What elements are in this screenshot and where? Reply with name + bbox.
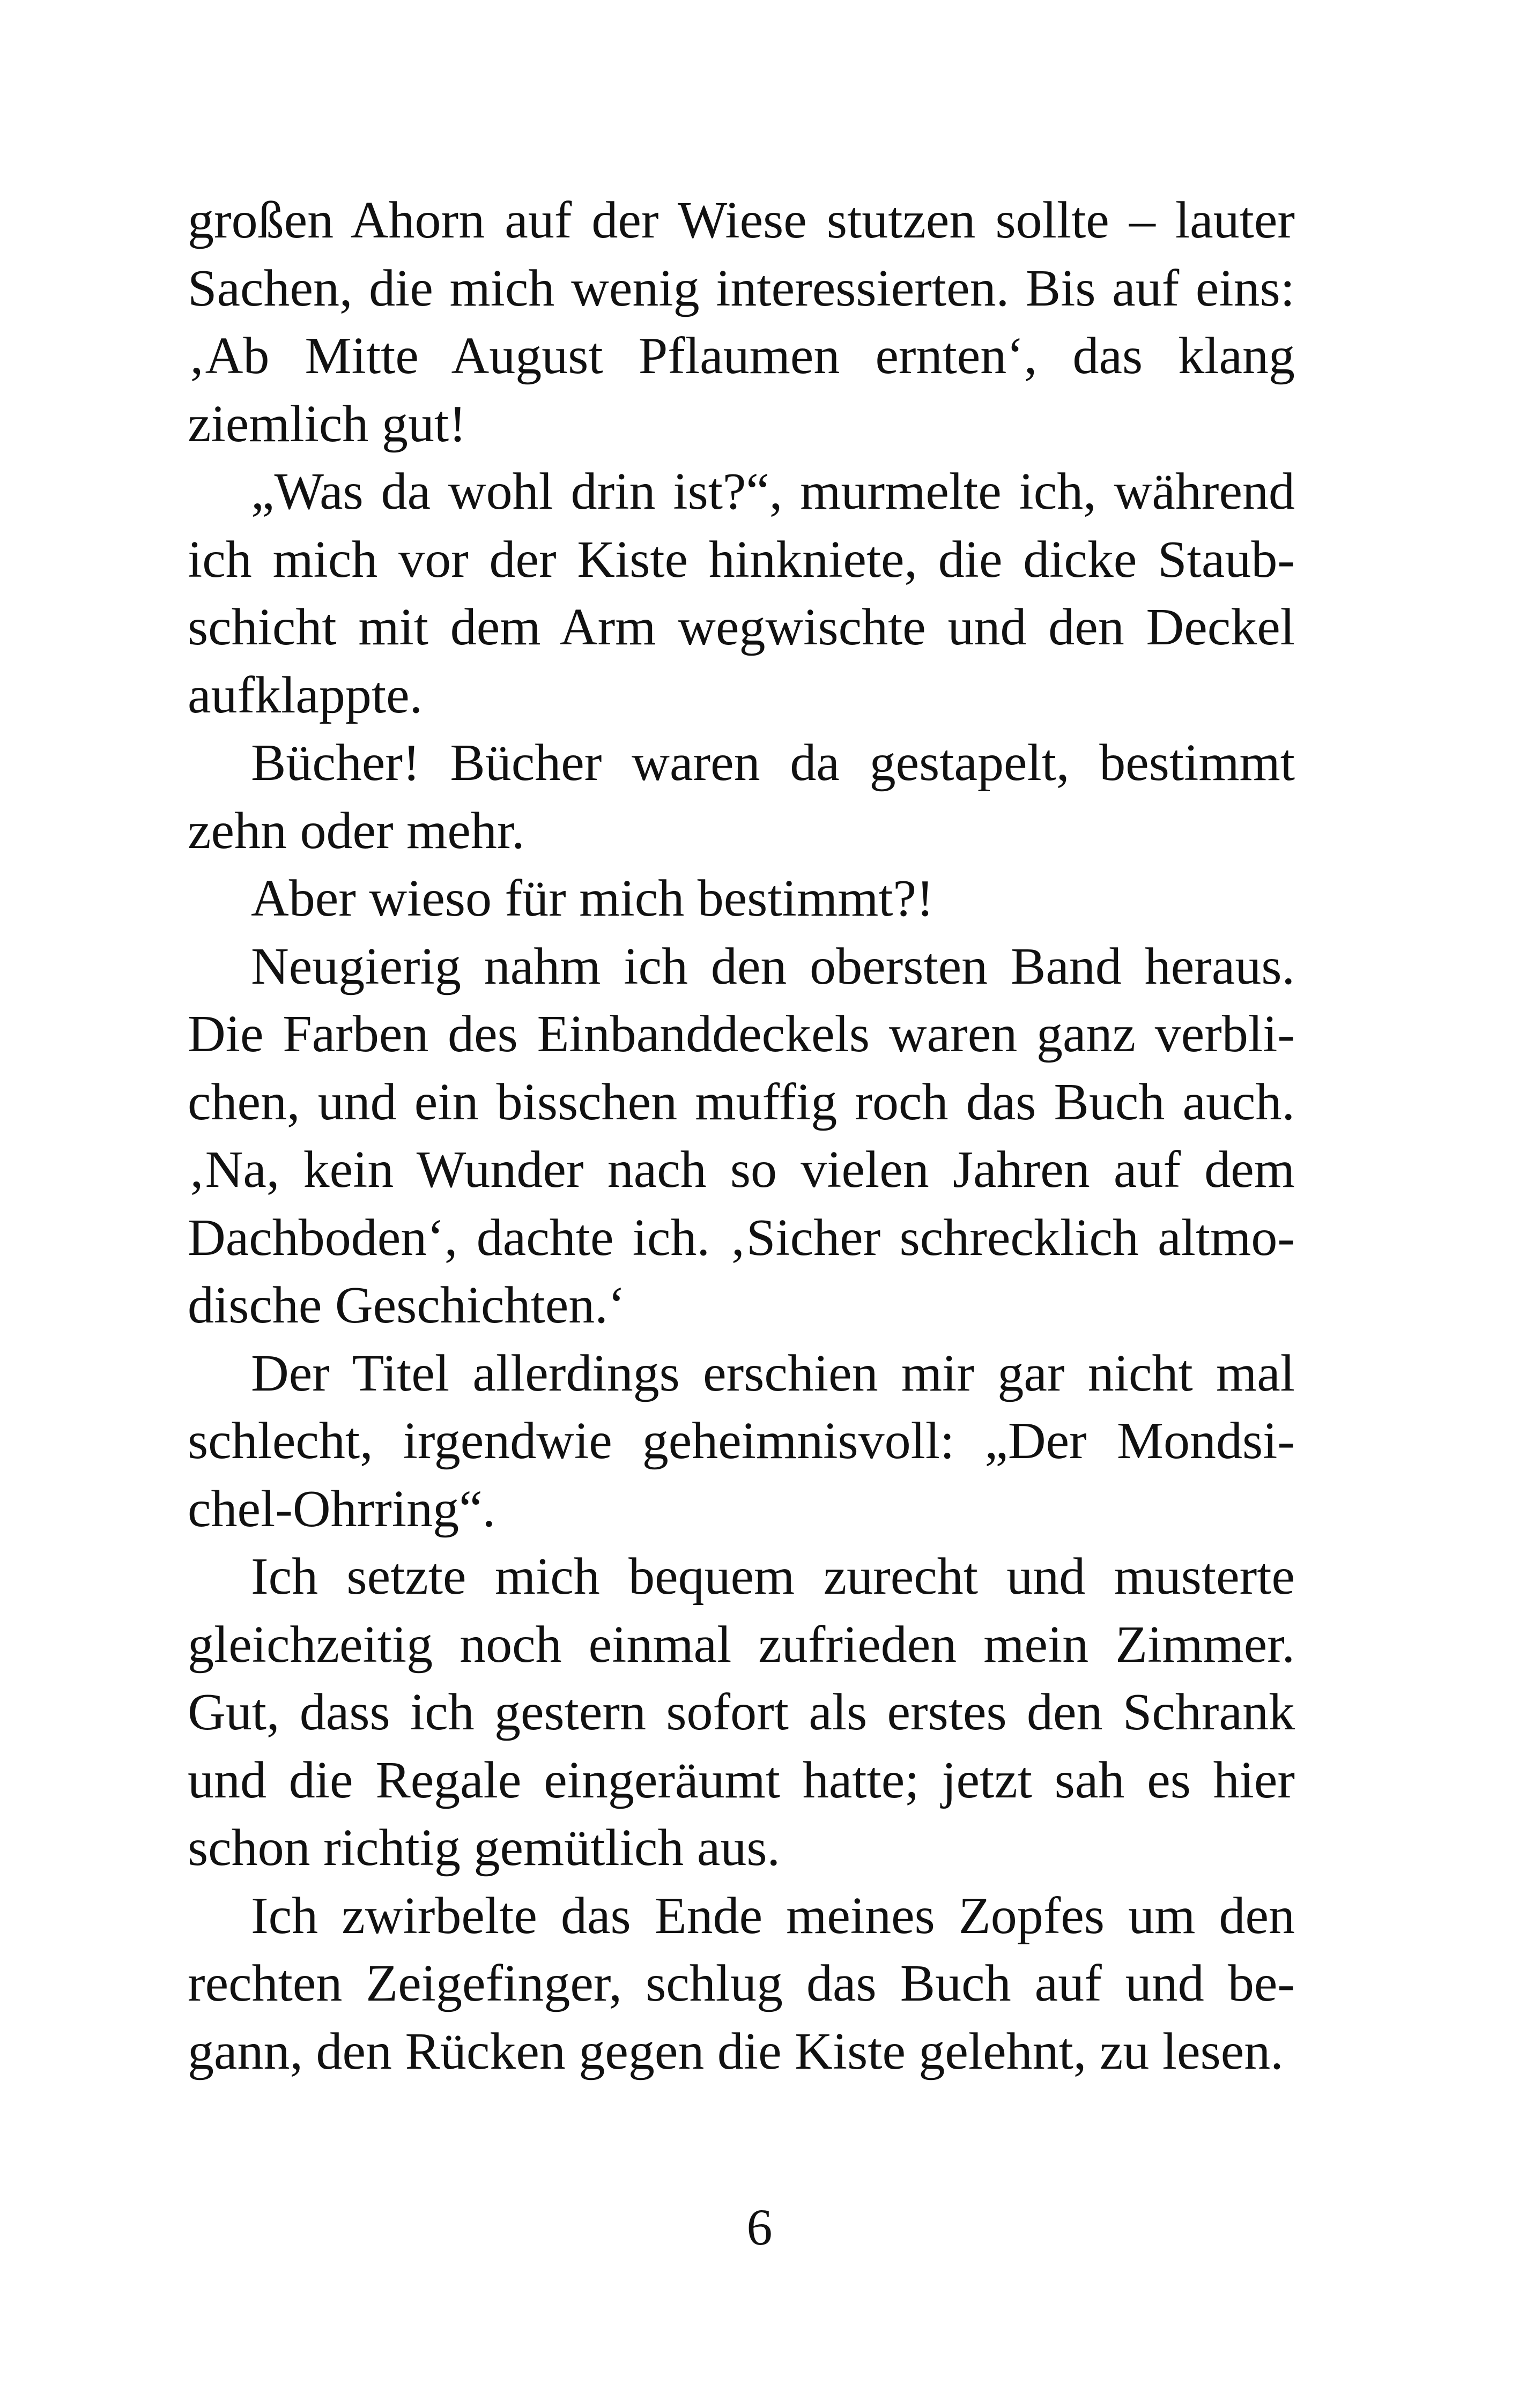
text-line: Dachboden‘, dachte ich. ‚Sicher schrecklich altmo-: [188, 1208, 1295, 1267]
text-line: Ich zwirbelte das Ende meines Zopfes um den: [251, 1886, 1295, 1945]
text-line: aufklappte.: [188, 666, 423, 724]
text-line: gann, den Rücken gegen die Kiste gelehnt, zu lesen.: [188, 2022, 1284, 2080]
body-text: [188, 187, 1295, 2085]
text-line: Neugierig nahm ich den obersten Band heraus.: [251, 937, 1295, 995]
text-line: Aber wieso für mich bestimmt?!: [251, 869, 934, 927]
text-line: Die Farben des Einbanddeckels waren ganz verbli-: [188, 1005, 1295, 1063]
text-line: und die Regale eingeräumt hatte; jetzt sah es hier: [188, 1751, 1295, 1809]
text-line: Ich setzte mich bequem zurecht und musterte: [251, 1548, 1295, 1606]
text-line: ziemlich gut!: [188, 395, 466, 453]
text-line: rechten Zeigefinger, schlug das Buch auf und be-: [188, 1954, 1295, 2012]
text-line: Der Titel allerdings erschien mir gar nicht mal: [251, 1344, 1295, 1402]
text-line: schlecht, irgendwie geheimnisvoll: „Der Mondsi-: [188, 1412, 1295, 1470]
text-line: ‚Na, kein Wunder nach so vielen Jahren auf dem: [188, 1141, 1295, 1199]
text-line: Gut, dass ich gestern sofort als erstes den Schrank: [188, 1683, 1295, 1741]
page-number: 6: [746, 2198, 773, 2256]
text-line: „Was da wohl drin ist?“, murmelte ich, während: [251, 463, 1295, 521]
text-line: gleichzeitig noch einmal zufrieden mein Zimmer.: [188, 1615, 1295, 1674]
text-line: ‚Ab Mitte August Pflaumen ernten‘, das klang: [188, 327, 1295, 385]
text-line: großen Ahorn auf der Wiese stutzen sollte – lauter: [188, 191, 1295, 249]
text-line: schicht mit dem Arm wegwischte und den Deckel: [188, 598, 1295, 656]
text-line: Sachen, die mich wenig interessierten. Bis auf eins:: [188, 259, 1295, 317]
text-line: schon richtig gemütlich aus.: [188, 1819, 780, 1877]
text-line: chel-Ohrring“.: [188, 1480, 496, 1538]
text-line: ich mich vor der Kiste hinkniete, die dicke Staub-: [188, 530, 1295, 589]
text-line: zehn oder mehr.: [188, 801, 525, 860]
text-line: dische Geschichten.‘: [188, 1276, 626, 1334]
text-line: Bücher! Bücher waren da gestapelt, bestimmt: [251, 734, 1295, 792]
text-line: chen, und ein bisschen muffig roch das Buch auch.: [188, 1073, 1295, 1131]
